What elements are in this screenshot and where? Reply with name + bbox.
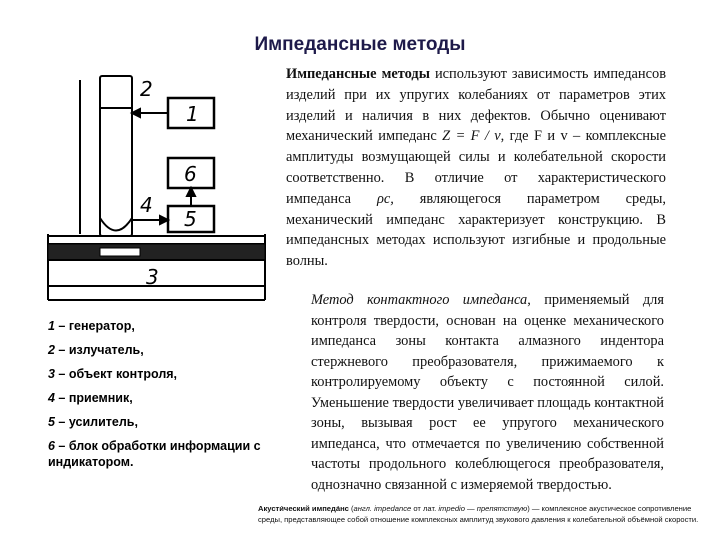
legend-item: 4 – приемник, bbox=[48, 391, 133, 405]
page-title: Импедансные методы bbox=[254, 34, 466, 55]
label-1: 1 bbox=[186, 102, 199, 126]
legend-item: 3 – объект контроля, bbox=[48, 367, 178, 381]
impedance-methods-paragraph: Импедансные методы используют зависимость импедансов изделий при их упругих колебаниях от параметров этих изделий и наличия в них дефектов. Обычно оценивают механический импеданс Z = F / v, где F и v – комплексные амплитуды возмущающей силы и колебательной скорости соответственно. В отличие от характеристического импеданса ρc, являющегося параметром среды, механический импеданс характеризует конструкцию. В импедансных методах используют изгибные и продольные волны. bbox=[286, 66, 667, 270]
label-2: 2 bbox=[140, 77, 153, 101]
label-6: 6 bbox=[184, 162, 197, 186]
object-layer-top bbox=[48, 236, 265, 244]
transducer-diagram bbox=[40, 68, 275, 304]
legend-item: 5 – усилитель, bbox=[48, 415, 138, 429]
label-5: 5 bbox=[184, 207, 197, 231]
footnote: Акусти́ческий импеда́нс (англ. impedance от лат. impedio — препятствую) — комплексное акустическое сопротивление среды, представляющее собой отношение комплексных амплитуд звукового давления к колебательной объёмной скорости. bbox=[258, 504, 699, 524]
legend-item: 1 – генератор, bbox=[48, 319, 135, 333]
contact-impedance-paragraph: Метод контактного импеданса, применяемый для контроля твердости, основан на оценке механического импеданса зоны контакта алмазного индентора стержневого преобразователя, прижимаемого к контролируемому объекту с постоянной силой. Уменьшение твердости увеличивает площадь контактной зоны, вызывая рост ее упругого механического импеданса, что отмечается по увеличению собственной частоты продольного колеблющегося преобразователя, однозначно связанной с измеряемой твердостью. bbox=[311, 292, 664, 493]
legend bbox=[48, 318, 288, 478]
defect-insert bbox=[100, 248, 140, 256]
object-layer-dark bbox=[48, 244, 265, 260]
legend-item: 2 – излучатель, bbox=[48, 343, 144, 357]
label-4: 4 bbox=[140, 193, 153, 217]
label-3: 3 bbox=[146, 265, 159, 289]
probe-rod bbox=[100, 76, 132, 236]
legend-item: 6 – блок обработки информации с индикатором. bbox=[48, 439, 261, 469]
